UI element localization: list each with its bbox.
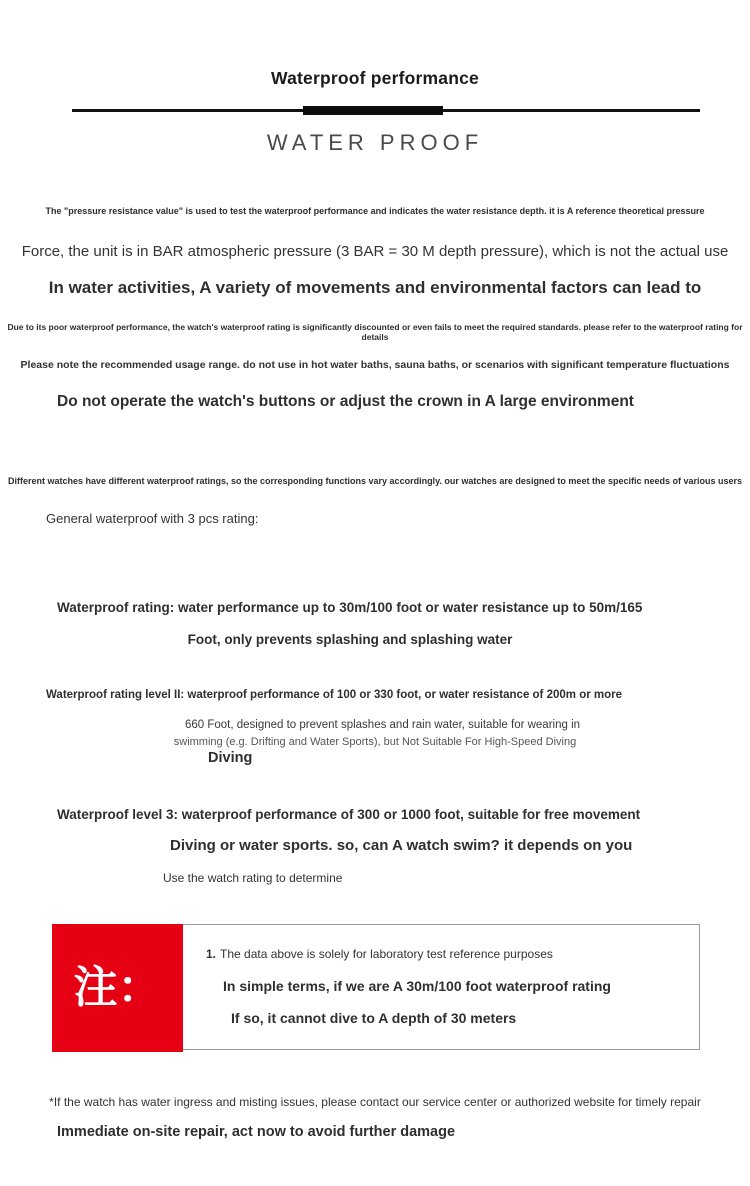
note-line-1-text: The data above is solely for laboratory test reference purposes	[220, 947, 553, 961]
rating-level1-line2: Foot, only prevents splashing and splashing water	[187, 632, 513, 647]
rating-level2-diving-label: Diving	[208, 750, 253, 766]
rating-level2-line1: Waterproof rating level II: waterproof performance of 100 or 330 foot, or water resistance of 200m or more	[46, 689, 623, 701]
page-title: Waterproof performance	[271, 68, 479, 88]
note-marker-chinese: 注：	[73, 962, 162, 1013]
note-line-2: In simple terms, if we are A 30m/100 foot waterproof rating	[223, 978, 611, 994]
intro-usage-range-note: Please note the recommended usage range. do not use in hot water baths, sauna baths, or scenarios with significant temperature fluctuations	[20, 359, 730, 371]
intro-do-not-operate-line: Do not operate the watch's buttons or adjust the crown in A large environment	[57, 393, 634, 410]
rating-level3-line2: Diving or water sports. so, can A watch swim? it depends on you	[170, 837, 633, 854]
page-subtitle: WATER PROOF	[266, 130, 484, 155]
divider-accent-bar	[303, 106, 443, 115]
clipped-text-line: swimming (e.g. Drifting and Water Sports), but Not Suitable For High-Speed Diving	[173, 736, 577, 748]
rating-level2-line2: 660 Foot, designed to prevent splashes and rain water, suitable for wearing in	[184, 719, 581, 731]
footer-repair-line: Immediate on-site repair, act now to avoid further damage	[57, 1124, 456, 1140]
note-line-1	[206, 947, 553, 961]
note-line-1-number: 1.	[206, 947, 217, 961]
rating-level1-line1: Waterproof rating: water performance up to 30m/100 foot or water resistance up to 50m/165	[57, 600, 643, 615]
rating-level3-line3: Use the watch rating to determine	[163, 871, 343, 885]
note-red-block	[52, 924, 183, 1052]
intro-pressure-value-note: The "pressure resistance value" is used to test the waterproof performance and indicates the water resistance depth. it is A reference theoretical pressure	[45, 206, 705, 216]
note-box	[52, 924, 700, 1050]
rating-level3-line1: Waterproof level 3: waterproof performance of 300 or 1000 foot, suitable for free movement	[57, 807, 641, 822]
intro-general-rating-heading: General waterproof with 3 pcs rating:	[46, 511, 259, 526]
intro-poor-performance-note: Due to its poor waterproof performance, the watch's waterproof rating is significantly discounted or even fails to meet the required standards. please refer to the waterproof rating for details	[7, 322, 743, 342]
intro-different-watches-note: Different watches have different waterproof ratings, so the corresponding functions vary accordingly. our watches are designed to meet the specific needs of various users	[7, 476, 742, 486]
note-line-3: If so, it cannot dive to A depth of 30 meters	[231, 1010, 517, 1026]
footer-service-note: *If the watch has water ingress and misting issues, please contact our service center or authorized website for timely repair	[49, 1095, 701, 1109]
intro-bar-unit-line: Force, the unit is in BAR atmospheric pressure (3 BAR = 30 M depth pressure), which is not the actual use	[21, 243, 729, 260]
intro-water-activities-line: In water activities, A variety of movements and environmental factors can lead to	[48, 278, 702, 297]
